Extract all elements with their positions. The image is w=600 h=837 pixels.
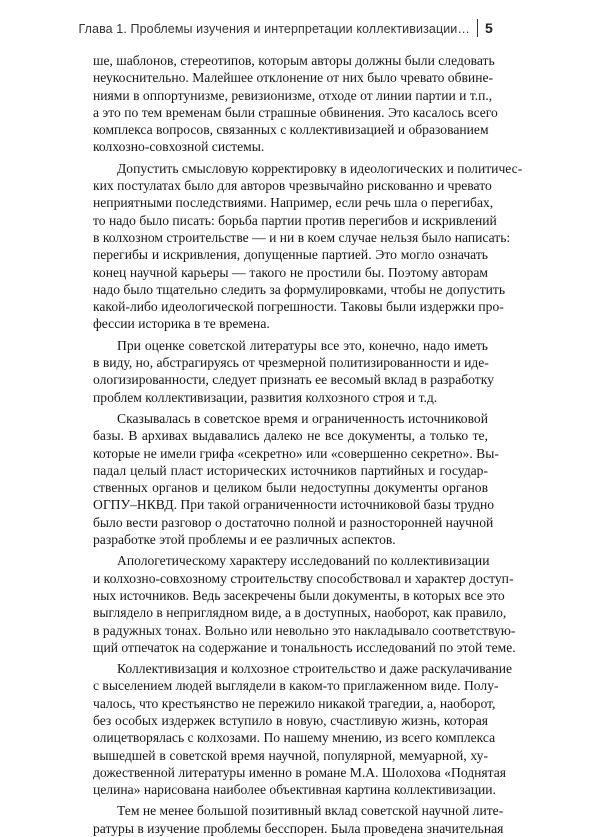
text-line: ниями в оппортунизме, ревизионизме, отходе от линии партии и т.п.,: [93, 87, 493, 103]
paragraph: [93, 410, 499, 548]
text-line: неукоснительно. Малейшее отклонение от них было чревато обвине-: [93, 70, 494, 86]
page-header: [0, 0, 600, 44]
text-line: Допустить смысловую корректировку в идеологических и политичес-: [117, 160, 523, 176]
text-line: базы. В архивах выдавались далеко не все документы, а только те,: [93, 428, 488, 444]
text-line: ких постулатах было для авторов чрезвычайно рискованно и чревато: [93, 178, 492, 194]
text-line: то надо было писать: борьба партии против перегибов и искривлений: [93, 212, 497, 228]
text-line: было вести разговор о достаточно полной и разносторонней научной: [93, 514, 494, 530]
text-line: олицетворялась с колхозами. По нашему мнению, из всего комплекса: [93, 730, 496, 746]
text-line: ственных органов и целиком были недоступны документы органов: [93, 480, 488, 496]
text-line: ратуры в изучение проблемы бесспорен. Была проведена значительная: [93, 820, 504, 836]
text-line: колхозно-совхозной системы.: [93, 139, 265, 155]
text-line: ных источников. Ведь засекречены были документы, в которых все это: [93, 587, 505, 603]
text-line: При оценке советской литературы все это, конечно, надо иметь: [117, 337, 488, 353]
paragraph: [93, 160, 523, 333]
text-line: конец научной карьеры — такого не простили бы. Поэтому авторам: [93, 264, 488, 280]
text-line: перегибы и искривления, допущенные партией. Это могло означать: [93, 247, 488, 263]
text-line: без особых издержек вступило в новую, счастливую жизнь, которая: [93, 712, 488, 728]
text-line: в виду, но, абстрагируясь от чрезмерной политизированности и иде-: [93, 355, 489, 371]
text-line: и колхозно-совхозному строительству способствовал и характер доступ-: [93, 570, 514, 586]
text-line: Коллективизация и колхозное строительство и даже раскулачивание: [117, 661, 513, 677]
text-line: проблем коллективизации, развития колхозного строя и т.д.: [93, 389, 438, 405]
text-line: чалось, что крестьянство не пережило никакой трагедии, а, наоборот,: [93, 695, 496, 711]
text-line: Апологетическому характеру исследований по коллективизации: [117, 553, 490, 569]
text-line: в колхозном строительстве — и ни в коем случае нельзя было написать:: [93, 229, 511, 245]
text-line: вышедшей в советской время научной, популярной, мемуарной, ху-: [93, 747, 488, 763]
text-line: ологизированности, следует признать ее весомый вклад в разработку: [93, 372, 494, 388]
text-line: надо было тщательно следить за формулировками, чтобы не допустить: [93, 281, 506, 297]
text-line: какой-либо идеологической погрешности. Таковы были издержки про-: [93, 299, 504, 315]
header-divider: [477, 19, 478, 37]
text-line: дожественной литературы именно в романе М.А. Шолохова «Поднятая: [93, 764, 507, 780]
text-line: разработке этой проблемы и ее различных аспектов.: [93, 532, 396, 548]
text-line: которые не имели грифа «секретно» или «совершенно секретно». Вы-: [93, 445, 499, 461]
text-line: с выселением людей выглядели в каком-то приглаженном виде. Полу-: [93, 678, 499, 694]
paragraph: [93, 337, 494, 406]
text-line: щий отпечаток на содержание и тональность исследований по этой теме.: [93, 639, 516, 655]
text-line: неприятными последствиями. Например, если речь шла о перегибах,: [93, 195, 494, 211]
paragraph: [93, 52, 498, 156]
text-line: ше, шаблонов, стереотипов, которым авторы должны были следовать: [93, 53, 495, 68]
paragraph: [93, 802, 504, 837]
text-line: в радужных тонах. Вольно или невольно это накладывало соответствую-: [93, 622, 516, 638]
text-line: Тем не менее большой позитивный вклад советской научной лите-: [117, 803, 504, 819]
text-line: а это по тем временам были страшные обвинения. Это касалось всего: [93, 104, 498, 120]
text-line: выглядело в неприглядном виде, а в доступных, наоборот, как правило,: [93, 605, 507, 621]
text-line: целина» нарисована наиболее объективная картина коллективизации.: [93, 782, 496, 798]
page-number: 5: [485, 20, 493, 36]
body-text: [93, 52, 523, 837]
text-line: ОГПУ–НКВД. При такой ограниченности источниковой базы трудно: [93, 497, 495, 513]
text-line: комплекса вопросов, связанных с коллективизацией и образованием: [93, 122, 489, 138]
paragraph: [93, 552, 516, 656]
paragraph: [93, 660, 513, 798]
running-head-title: Глава 1. Проблемы изучения и интерпретации коллективизации…: [78, 22, 470, 36]
text-line: фессии историка в те времена.: [93, 316, 270, 332]
text-line: падал целый пласт исторических источников партийных и государ-: [93, 462, 488, 478]
text-line: Сказывалась в советское время и ограниченность источниковой: [117, 410, 488, 426]
